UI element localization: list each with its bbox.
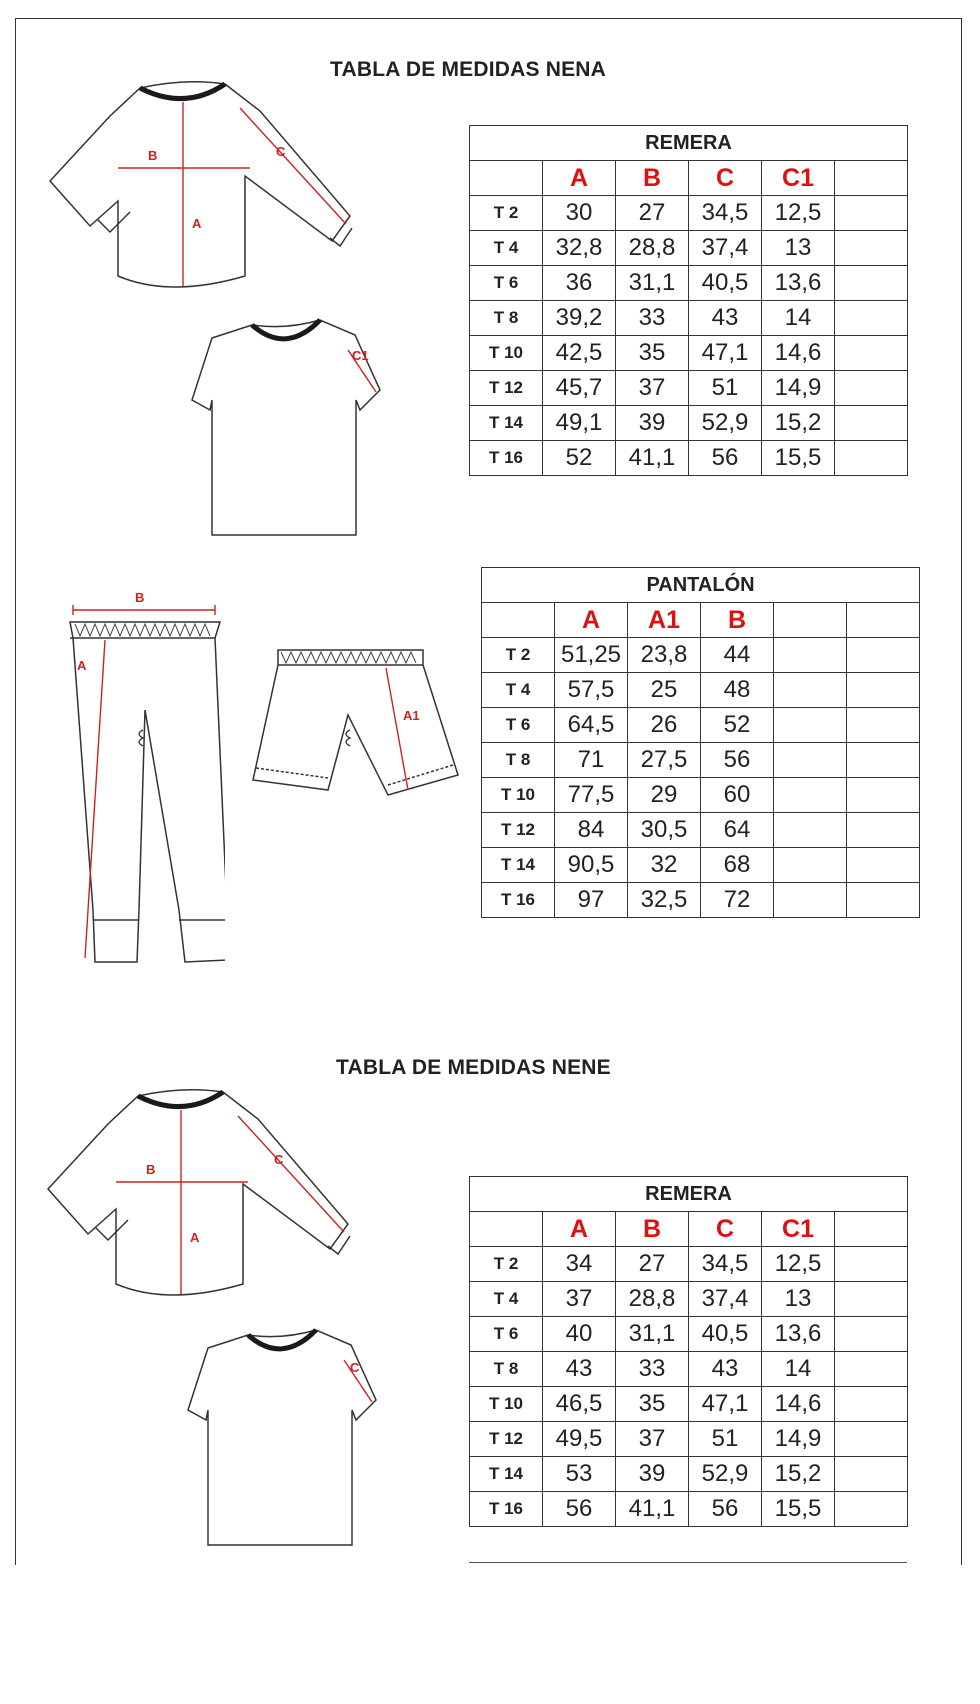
nena-remera-title: REMERA — [470, 126, 908, 161]
measure-cell: 13 — [762, 1282, 835, 1317]
table-row — [470, 1387, 908, 1422]
column-header: B — [616, 161, 689, 196]
column-header: A — [543, 1212, 616, 1247]
nene-tshirt-label-c: C — [350, 1360, 360, 1375]
measure-cell: 33 — [616, 301, 689, 336]
measure-cell — [847, 778, 920, 813]
measure-cell: 57,5 — [555, 673, 628, 708]
measure-cell: 42,5 — [543, 336, 616, 371]
measure-cell: 77,5 — [555, 778, 628, 813]
nene-remera-table — [469, 1176, 908, 1527]
measure-cell: 97 — [555, 883, 628, 918]
size-label: T 6 — [470, 1317, 543, 1352]
measure-cell: 35 — [616, 336, 689, 371]
table-row — [482, 638, 920, 673]
measure-cell: 37 — [543, 1282, 616, 1317]
measure-cell: 43 — [689, 1352, 762, 1387]
measure-cell: 14,9 — [762, 1422, 835, 1457]
size-label: T 8 — [470, 301, 543, 336]
nene-remera-body — [470, 1247, 908, 1527]
measure-cell: 28,8 — [616, 231, 689, 266]
measure-cell — [774, 673, 847, 708]
measure-cell: 34,5 — [689, 1247, 762, 1282]
table-row — [482, 673, 920, 708]
measure-cell: 52 — [701, 708, 774, 743]
nena-pantalon-title: PANTALÓN — [482, 568, 920, 603]
measure-cell: 25 — [628, 673, 701, 708]
column-header: C — [689, 1212, 762, 1247]
measure-cell — [847, 638, 920, 673]
measure-cell: 64,5 — [555, 708, 628, 743]
size-label: T 16 — [482, 883, 555, 918]
nene-long-sleeve-shirt-diagram — [38, 1084, 378, 1314]
nena-shirt-label-b: B — [148, 148, 158, 163]
nene-remera-title: REMERA — [470, 1177, 908, 1212]
size-label: T 6 — [470, 266, 543, 301]
measure-cell: 34 — [543, 1247, 616, 1282]
nena-pantalon-table — [481, 567, 920, 918]
measure-cell — [847, 813, 920, 848]
size-label: T 12 — [482, 813, 555, 848]
table-row — [482, 708, 920, 743]
measure-cell — [835, 1282, 908, 1317]
nena-shirt-label-c: C — [276, 144, 286, 159]
measure-cell: 39 — [616, 1457, 689, 1492]
measure-cell: 31,1 — [616, 1317, 689, 1352]
measure-cell: 37 — [616, 371, 689, 406]
size-label: T 12 — [470, 1422, 543, 1457]
table-row — [482, 883, 920, 918]
table-row — [470, 1317, 908, 1352]
column-header: C1 — [762, 1212, 835, 1247]
size-label: T 8 — [482, 743, 555, 778]
measure-cell: 15,5 — [762, 1492, 835, 1527]
table-row — [482, 848, 920, 883]
size-label: T 6 — [482, 708, 555, 743]
nena-tshirt-label-c1: C1 — [352, 348, 369, 363]
measure-cell: 46,5 — [543, 1387, 616, 1422]
measure-cell: 48 — [701, 673, 774, 708]
table-row — [470, 1492, 908, 1527]
measure-cell: 13,6 — [762, 1317, 835, 1352]
measure-cell: 49,1 — [543, 406, 616, 441]
size-label: T 2 — [470, 1247, 543, 1282]
measure-cell — [774, 708, 847, 743]
measure-cell: 51,25 — [555, 638, 628, 673]
measure-cell — [835, 266, 908, 301]
measure-cell: 64 — [701, 813, 774, 848]
pants-label-b: B — [135, 590, 145, 605]
nena-title: TABLA DE MEDIDAS NENA — [330, 58, 607, 81]
measure-cell — [835, 1317, 908, 1352]
size-label: T 4 — [470, 1282, 543, 1317]
measure-cell: 47,1 — [689, 1387, 762, 1422]
measure-cell: 27 — [616, 196, 689, 231]
size-label: T 10 — [482, 778, 555, 813]
measure-cell: 45,7 — [543, 371, 616, 406]
measure-cell: 52 — [543, 441, 616, 476]
measure-cell: 14,6 — [762, 336, 835, 371]
measure-cell — [847, 673, 920, 708]
table-row — [470, 196, 908, 231]
measure-cell: 28,8 — [616, 1282, 689, 1317]
nene-title: TABLA DE MEDIDAS NENE — [336, 1056, 611, 1079]
measure-cell: 37,4 — [689, 1282, 762, 1317]
measure-cell — [835, 1247, 908, 1282]
corner-cell — [470, 1212, 543, 1247]
measure-cell — [774, 848, 847, 883]
measure-cell — [835, 231, 908, 266]
measure-cell — [835, 1422, 908, 1457]
nena-pantalon-body — [482, 638, 920, 918]
measure-cell: 32 — [628, 848, 701, 883]
measure-cell: 32,5 — [628, 883, 701, 918]
measure-cell: 68 — [701, 848, 774, 883]
measure-cell — [835, 1352, 908, 1387]
measure-cell — [835, 406, 908, 441]
measure-cell: 37 — [616, 1422, 689, 1457]
measure-cell: 14,6 — [762, 1387, 835, 1422]
nena-remera-header-row — [470, 161, 908, 196]
table-row — [482, 743, 920, 778]
nene-shirt-label-c: C — [274, 1152, 284, 1167]
measure-cell — [835, 441, 908, 476]
column-header — [835, 1212, 908, 1247]
measure-cell — [835, 371, 908, 406]
measure-cell — [847, 883, 920, 918]
table-row — [470, 266, 908, 301]
measure-cell: 27 — [616, 1247, 689, 1282]
column-header: A — [555, 603, 628, 638]
measure-cell: 52,9 — [689, 406, 762, 441]
measure-cell: 31,1 — [616, 266, 689, 301]
measure-cell: 36 — [543, 266, 616, 301]
measure-cell — [774, 813, 847, 848]
corner-cell — [482, 603, 555, 638]
table-row — [470, 1247, 908, 1282]
measure-cell — [835, 1457, 908, 1492]
measure-cell: 32,8 — [543, 231, 616, 266]
nene-remera-header-row — [470, 1212, 908, 1247]
table-row — [470, 301, 908, 336]
nena-shirt-label-a: A — [192, 216, 202, 231]
measure-cell: 30 — [543, 196, 616, 231]
bottom-divider — [469, 1562, 907, 1563]
measure-cell: 90,5 — [555, 848, 628, 883]
measure-cell: 12,5 — [762, 1247, 835, 1282]
measure-cell: 40 — [543, 1317, 616, 1352]
measure-cell: 34,5 — [689, 196, 762, 231]
size-label: T 14 — [470, 406, 543, 441]
column-header — [774, 603, 847, 638]
measure-cell — [774, 743, 847, 778]
size-label: T 8 — [470, 1352, 543, 1387]
nene-tshirt-diagram — [176, 1320, 396, 1550]
nene-shirt-label-b: B — [146, 1162, 156, 1177]
size-label: T 16 — [470, 441, 543, 476]
measure-cell: 13 — [762, 231, 835, 266]
table-row — [470, 1282, 908, 1317]
measure-cell: 35 — [616, 1387, 689, 1422]
column-header: C — [689, 161, 762, 196]
measure-cell: 41,1 — [616, 1492, 689, 1527]
measure-cell: 56 — [543, 1492, 616, 1527]
measure-cell: 39 — [616, 406, 689, 441]
column-header — [835, 161, 908, 196]
nene-shirt-label-a: A — [190, 1230, 200, 1245]
measure-cell: 14 — [762, 1352, 835, 1387]
column-header: C1 — [762, 161, 835, 196]
measure-cell: 72 — [701, 883, 774, 918]
measure-cell: 56 — [689, 441, 762, 476]
size-label: T 4 — [482, 673, 555, 708]
measure-cell: 14 — [762, 301, 835, 336]
column-header: B — [701, 603, 774, 638]
measure-cell — [835, 1492, 908, 1527]
measure-cell: 39,2 — [543, 301, 616, 336]
size-label: T 16 — [470, 1492, 543, 1527]
measure-cell: 15,2 — [762, 1457, 835, 1492]
measure-cell: 29 — [628, 778, 701, 813]
measure-cell — [835, 301, 908, 336]
table-row — [470, 1457, 908, 1492]
measure-cell: 52,9 — [689, 1457, 762, 1492]
table-row — [482, 778, 920, 813]
shorts-label-a1: A1 — [403, 708, 420, 723]
table-row — [470, 1352, 908, 1387]
measure-cell: 27,5 — [628, 743, 701, 778]
size-label: T 12 — [470, 371, 543, 406]
nena-pants-diagram — [55, 590, 225, 970]
measure-cell: 33 — [616, 1352, 689, 1387]
corner-cell — [470, 161, 543, 196]
measure-cell: 43 — [543, 1352, 616, 1387]
measure-cell — [847, 743, 920, 778]
size-label: T 14 — [482, 848, 555, 883]
nena-shorts-diagram — [248, 640, 468, 800]
measure-cell — [774, 778, 847, 813]
measure-cell: 30,5 — [628, 813, 701, 848]
size-label: T 2 — [470, 196, 543, 231]
measure-cell: 23,8 — [628, 638, 701, 673]
measure-cell: 56 — [701, 743, 774, 778]
measure-cell: 41,1 — [616, 441, 689, 476]
table-row — [470, 336, 908, 371]
size-label: T 10 — [470, 1387, 543, 1422]
measure-cell — [774, 883, 847, 918]
table-row — [470, 1422, 908, 1457]
measure-cell: 51 — [689, 1422, 762, 1457]
table-row — [470, 441, 908, 476]
measure-cell: 44 — [701, 638, 774, 673]
table-row — [482, 813, 920, 848]
measure-cell: 40,5 — [689, 1317, 762, 1352]
column-header — [847, 603, 920, 638]
measure-cell: 53 — [543, 1457, 616, 1492]
measure-cell: 51 — [689, 371, 762, 406]
table-row — [470, 406, 908, 441]
measure-cell: 15,2 — [762, 406, 835, 441]
measure-cell: 84 — [555, 813, 628, 848]
column-header: B — [616, 1212, 689, 1247]
measure-cell — [835, 196, 908, 231]
measure-cell — [847, 848, 920, 883]
measure-cell: 12,5 — [762, 196, 835, 231]
measure-cell: 14,9 — [762, 371, 835, 406]
column-header: A — [543, 161, 616, 196]
nena-remera-body — [470, 196, 908, 476]
size-label: T 10 — [470, 336, 543, 371]
size-label: T 14 — [470, 1457, 543, 1492]
measure-cell: 47,1 — [689, 336, 762, 371]
nena-remera-table — [469, 125, 908, 476]
size-label: T 2 — [482, 638, 555, 673]
measure-cell: 60 — [701, 778, 774, 813]
measure-cell: 37,4 — [689, 231, 762, 266]
measure-cell — [835, 336, 908, 371]
measure-cell: 40,5 — [689, 266, 762, 301]
measure-cell: 43 — [689, 301, 762, 336]
pants-label-a: A — [77, 658, 87, 673]
column-header: A1 — [628, 603, 701, 638]
nena-pantalon-header-row — [482, 603, 920, 638]
measure-cell — [835, 1387, 908, 1422]
measure-cell: 15,5 — [762, 441, 835, 476]
nena-long-sleeve-shirt-diagram — [40, 76, 380, 306]
table-row — [470, 371, 908, 406]
size-label: T 4 — [470, 231, 543, 266]
nena-tshirt-diagram — [180, 310, 400, 540]
table-row — [470, 231, 908, 266]
measure-cell: 13,6 — [762, 266, 835, 301]
measure-cell: 49,5 — [543, 1422, 616, 1457]
measure-cell: 56 — [689, 1492, 762, 1527]
measure-cell: 71 — [555, 743, 628, 778]
measure-cell — [847, 708, 920, 743]
measure-cell — [774, 638, 847, 673]
measure-cell: 26 — [628, 708, 701, 743]
